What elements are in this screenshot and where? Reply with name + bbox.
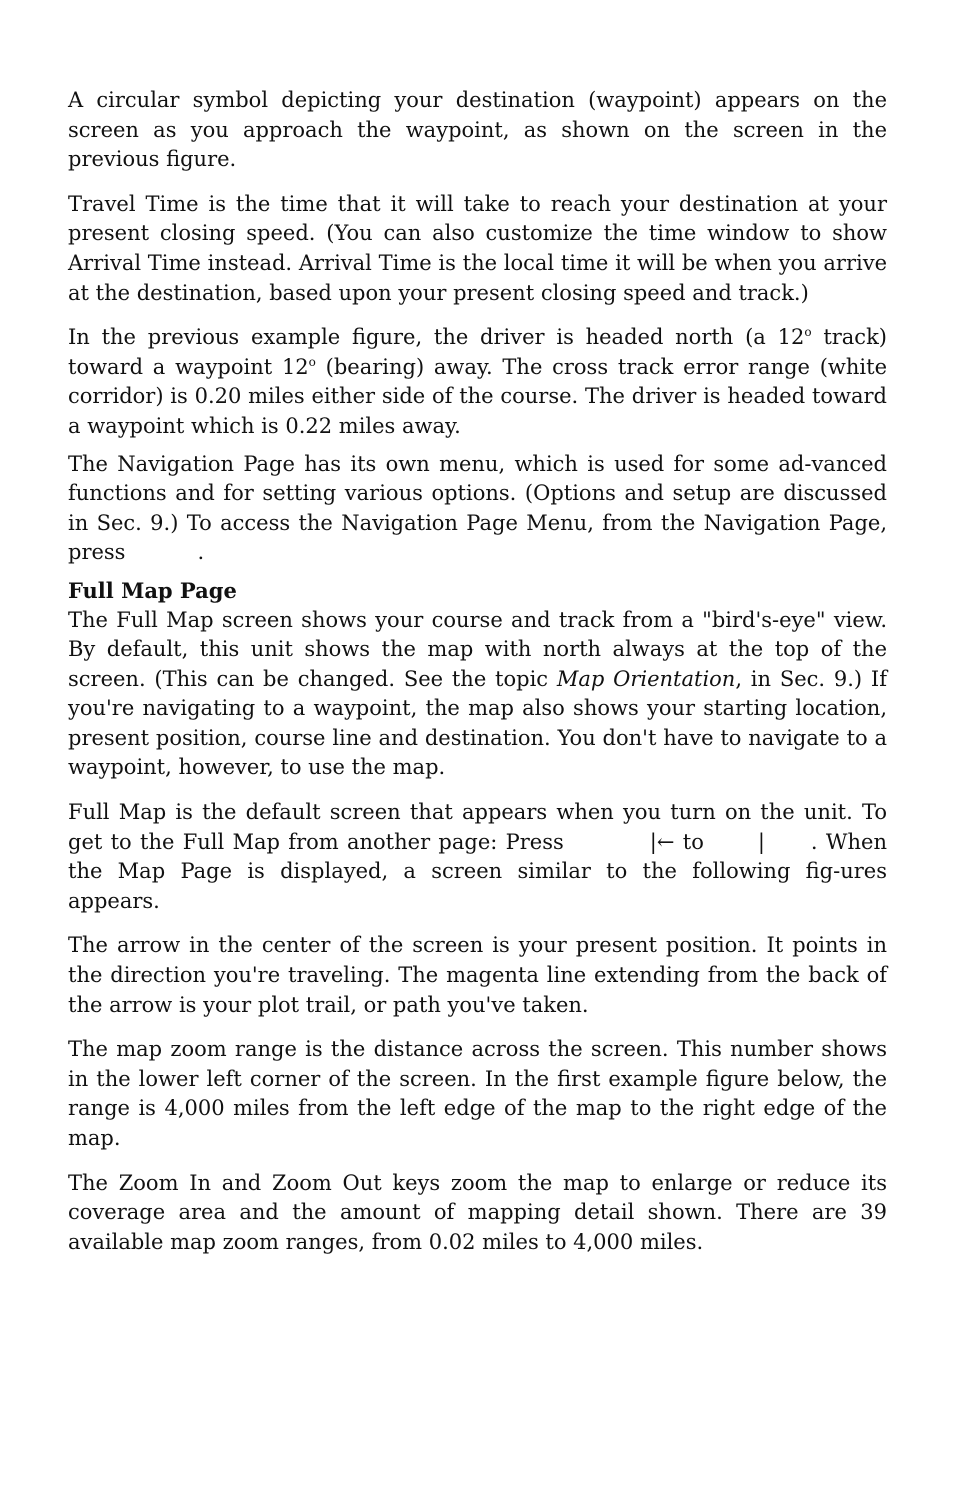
default-screen-text-e: When the Map Page is displayed, a screen similar to the following fig-ures appears. xyxy=(68,829,887,913)
manual-page xyxy=(68,86,887,1272)
paragraph-present-position-arrow: The arrow in the center of the screen is your present position. It points in the direction you're traveling. The magenta line extending from the back of the arrow is your plot trail, or path you've taken. xyxy=(68,933,887,1017)
paragraph-default-screen xyxy=(68,798,887,916)
paragraph-zoom-range: The map zoom range is the distance across the screen. This number shows in the lower left corner of the screen. In the first example figure below, the range is 4,000 miles from the left edge of the map to the right edge of the map. xyxy=(68,1037,887,1150)
map-orientation-topic: Map Orientation xyxy=(556,666,736,691)
default-screen-text-a: Full Map is the default screen that appears when you turn on the unit. To get to the Full Map from another page: Press xyxy=(68,800,887,854)
nav-menu-period: . xyxy=(197,540,205,565)
default-screen-text-b: |← to xyxy=(649,829,704,854)
degree-symbol: o xyxy=(804,325,812,340)
example-text-b: track) toward a waypoint 12 xyxy=(68,325,887,379)
paragraph-zoom-keys: The Zoom In and Zoom Out keys zoom the map to enlarge or reduce its coverage area and the amount of mapping detail shown. There are 39 available map zoom ranges, from 0.02 miles to 4,000 miles. xyxy=(68,1170,887,1254)
nav-menu-text: The Navigation Page has its own menu, which is used for some ad-vanced functions and for setting various options. (Options and setup are discussed in Sec. 9.) To access the Navigation Page Menu, from the Navigation Page, press xyxy=(68,451,887,565)
full-map-text-b: , in Sec. 9.) If you're navigating to a waypoint, the map also shows your starting location, present position, course line and destination. You don't have to navigate to a waypoint, however, to use the map. xyxy=(68,666,887,780)
paragraph-navigation-menu xyxy=(68,450,887,568)
paragraph-waypoint-symbol: A circular symbol depicting your destination (waypoint) appears on the screen as you approach the waypoint, as shown on the screen in the previous figure. xyxy=(68,88,887,172)
section-heading-full-map: Full Map Page xyxy=(68,577,237,603)
default-screen-text-c: | xyxy=(757,829,765,854)
paragraph-example-figure xyxy=(68,323,887,441)
example-text-a: In the previous example figure, the driver is headed north (a 12 xyxy=(68,325,805,350)
default-screen-text-d: . xyxy=(810,829,818,854)
example-text-c: (bearing) away. The cross track error range (white corridor) is 0.20 miles either side of the course. The driver is headed toward a waypoint which is 0.22 miles away. xyxy=(68,354,887,438)
degree-symbol: o xyxy=(308,354,316,369)
full-map-text-a: The Full Map screen shows your course and track from a "bird's-eye" view. By default, this unit shows the map with north always at the top of the screen. (This can be changed. See the topic xyxy=(68,607,887,691)
paragraph-travel-time: Travel Time is the time that it will take to reach your destination at your present closing speed. (You can also customize the time window to show Arrival Time instead. Arrival Time is the local time it will be when you arrive at the destination, based upon your present closing speed and track.) xyxy=(68,191,887,305)
paragraph-full-map-screen xyxy=(68,606,887,784)
